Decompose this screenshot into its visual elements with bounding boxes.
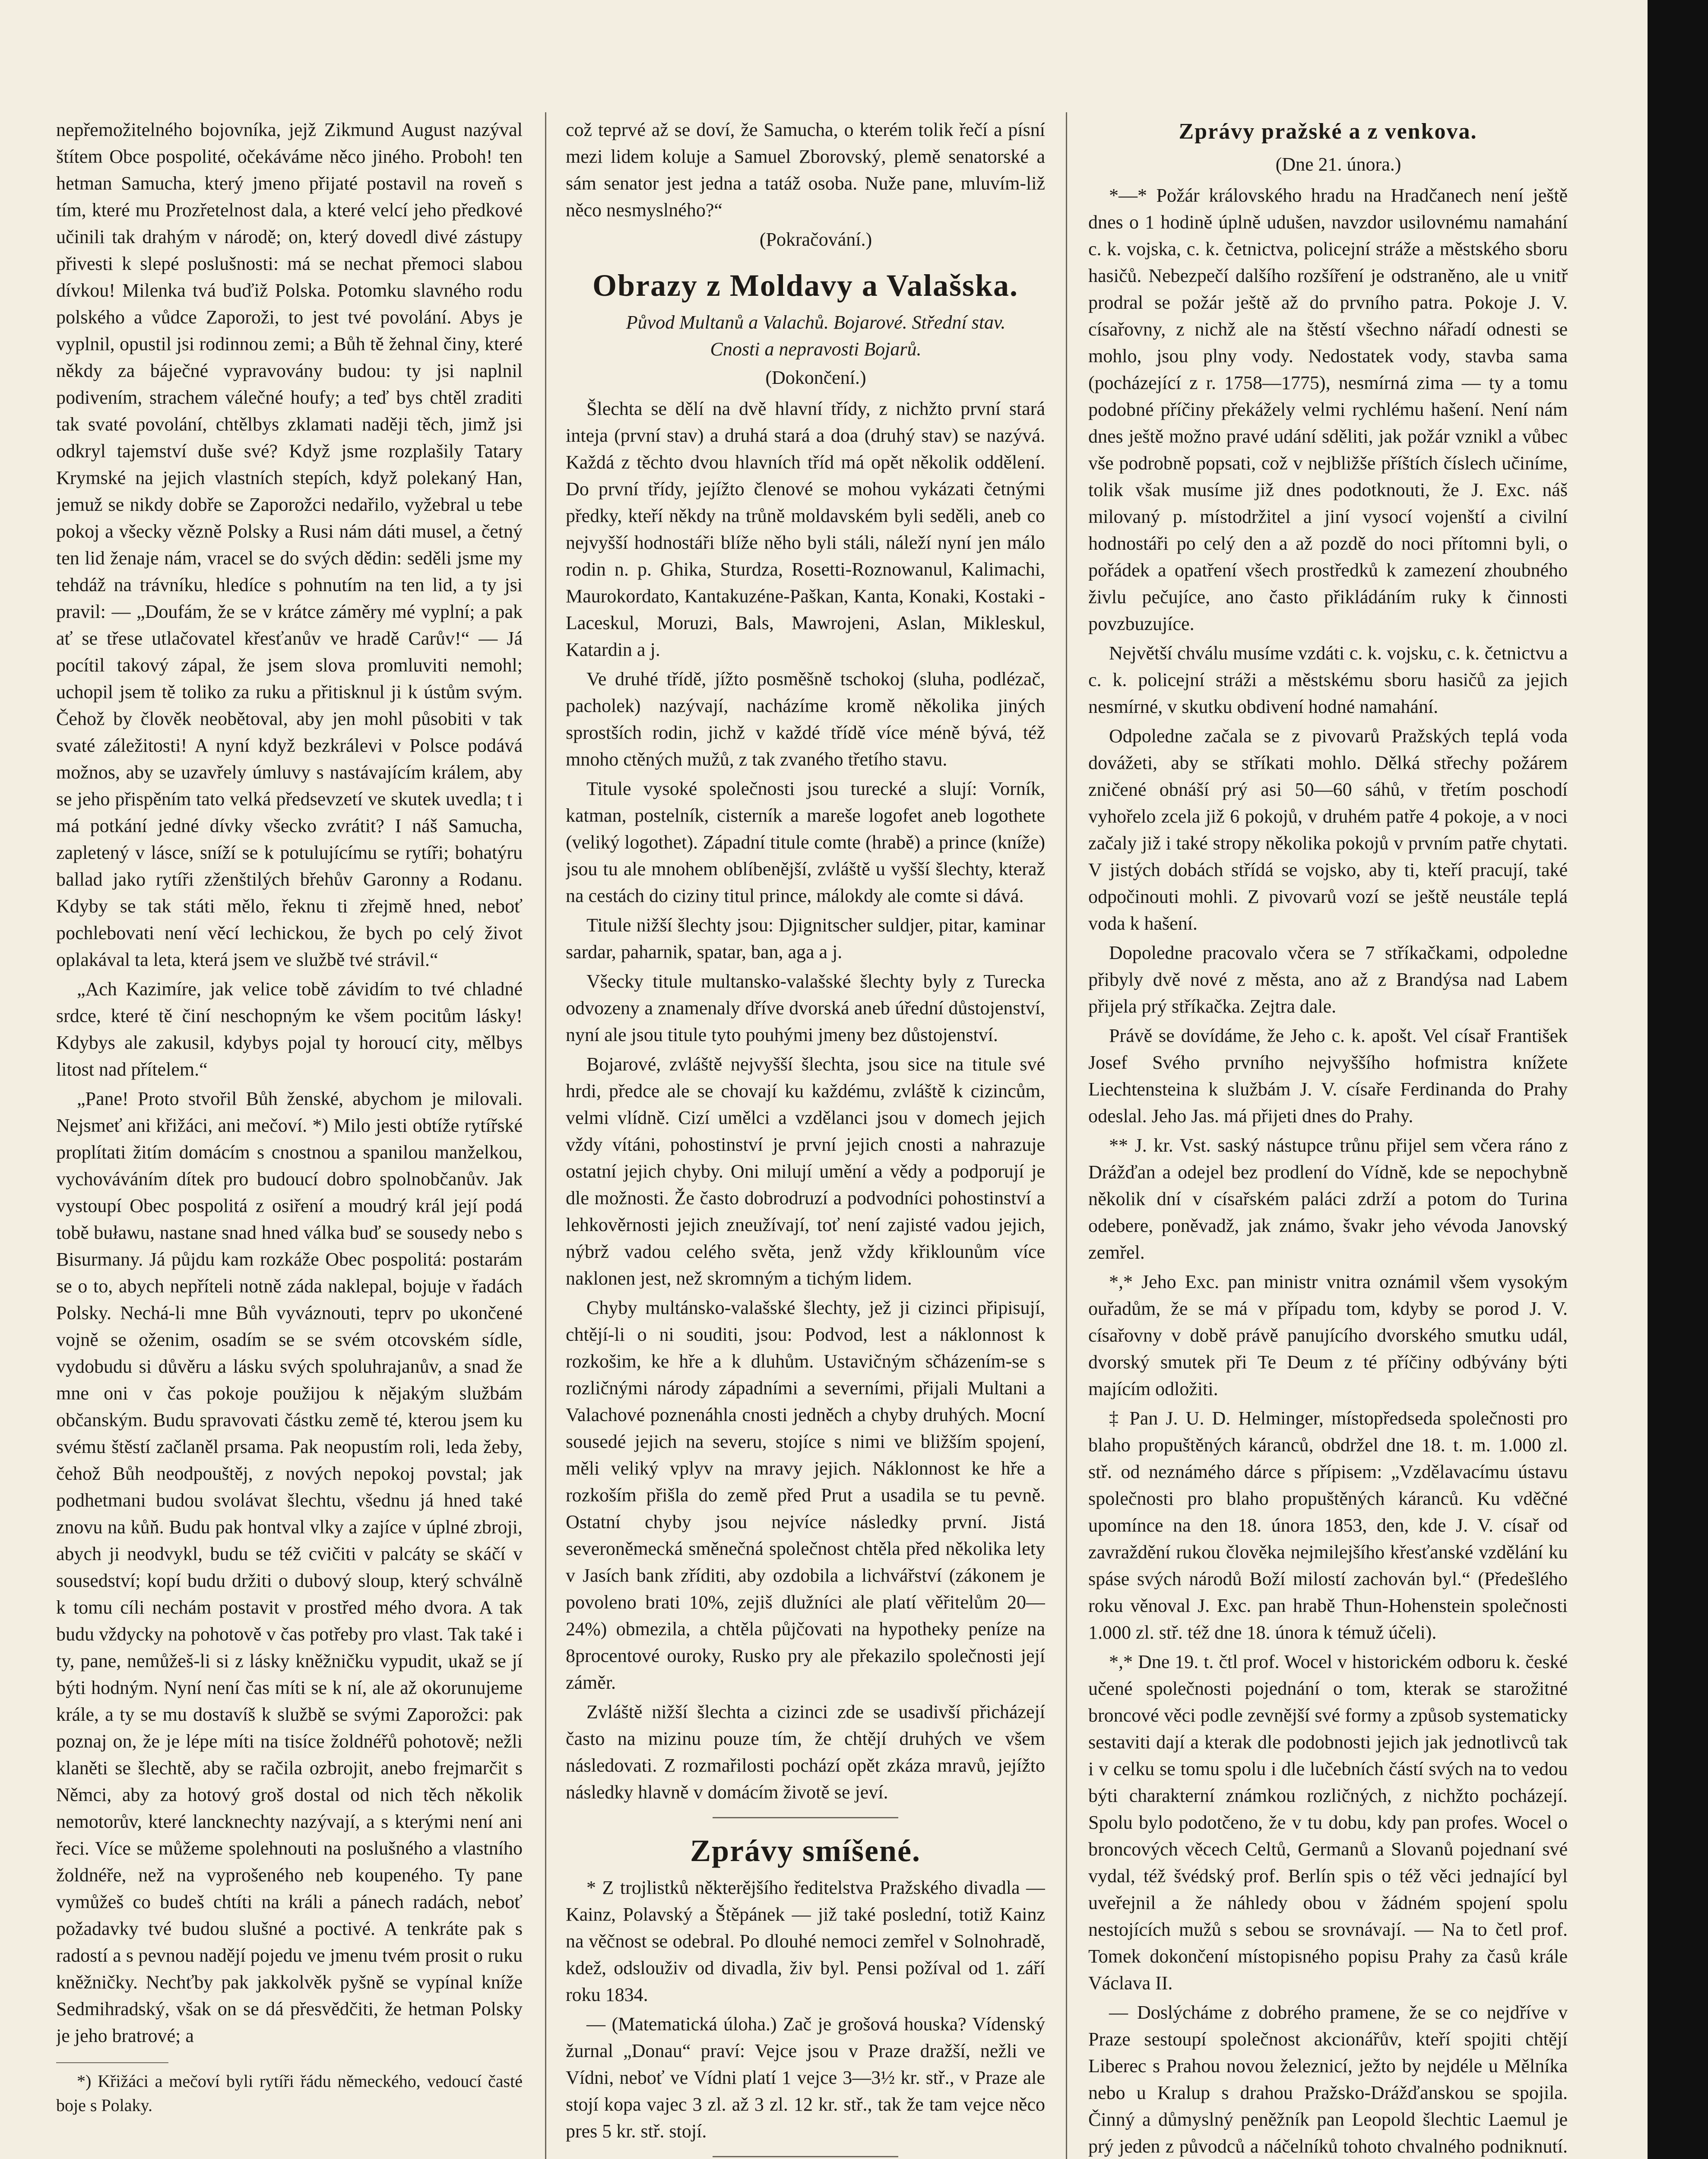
column-rule bbox=[1066, 112, 1067, 2159]
article-paragraph: nepřemožitelného bojovníka, jejž Zikmund August nazýval štítem Obce pospolité, očekáváme něco jiného. Proboh! ten hetman Samucha, který jmeno přijaté postavil na roveň s tím, které mu Prozřetelnost dala, a které velcí jeho předkové učinili tak drahým v národě; on, který dovedl divé zástupy přivesti k slepé poslušnosti: má se nechat přemoci slabou dívkou! Milenka tvá buďiž Polska. Potomku slavného rodu polského a vůdce Zaporoži, to jest tvé povolání. Abys je vyplnil, opustil jsi rodinnou zemi; a Bůh tě žehnal činy, které někdy za báječné vypravovány budou: ty jsi naplnil podivením, strachem válečné houfy; a teď bys chtěl zraditi tak svaté povolání, chtělbys zklamati naději těch, jimž jsi odkryl tajemství duše své? Když jsme rozplašily Tatary Krymské na jejich vlastních stepích, když polekaný Han, jemuž se nikdy dobře se Zaporožci nedařilo, vyžebral u tebe pokoj a všecky vězně Polsky a Rusi nám dáti musel, a četný ten lid ženaje nám, vracel se do svých dědin: seděli jsme my tehdáž na trávníku, hledíce s pohnutím na ten lid, a ty jsi pravil: — „Doufám, že se v krátce záměry mé vyplní; a pak ať se třese utlačovatel křesťanův ve hradě Carův!“ — Já pocítil takový zápal, že jsem slova promluviti nemohl; uchopil jsem tě toliko za ruku a přitisknul ji k ústům svým. Čehož by člověk neobětoval, aby jen mohl působiti v tak svaté záležitosti! A nyní když bezkrálevi v Polsce podává možnos, aby se uzavřely úmluvy s nastávajícím králem, aby se jeho přispěním tato velká předsevzetí ve skutek uvedla; t i má potkání jedné dívky všecko zvrátit? I náš Samucha, zapletený v lásce, sníží se k potulujícímu se rytíři; bohatýru ballad jako rytíři zženštilých břehův Garonny a Rodanu. Kdyby se tak státi mělo, řeknu ti zřejmě hned, neboť pochlebovati není věcí lechickou, že bych po celý život oplakával ta leta, která jsem ve službě tvé strávil.“ bbox=[56, 119, 523, 970]
article-paragraph: Bojarové, zvláště nejvyšší šlechta, jsou sice na titule své hrdi, předce ale se chovají ku každému, zvláště k cizincům, velmi vlídně. Cizí umělci a vzdělanci jsou v domech jejich vždy vítáni, pohostinství je první jejich cnosti a nahrazuje ostatní jejich chyby. Oni milují umění a vědy a podporují je dle možnosti. Že často dobrodruzí a podvodníci pohostinství a lehkověrnosti jejich zneužívají, toť není zajisté vadou jejich, nýbrž vadou celého světa, jenž vždy křiklounům více naklonen jest, než skromným a tichým lidem. bbox=[566, 1054, 1045, 1289]
continuation-note: (Pokračování.) bbox=[759, 229, 872, 250]
article-paragraph: Titule vysoké společnosti jsou turecké a slují: Vorník, katman, postelník, cisterník a mareše logofet aneb logothete (veliký logothet). Západní titule comte (hrabě) a prince (kníže) jsou tu ale mnohem oblíbenější, zvláště u vyšší šlechty, kteraž na cestách do ciziny titul prince, málokdy ale comte si dává. bbox=[566, 778, 1045, 906]
section-divider bbox=[713, 1817, 898, 1818]
article-paragraph: Zvláště nižší šlechta a cizinci zde se usadivší přicházejí často na mizinu pouze tím, že chtějí druhých ve všem následovati. Z rozmařilosti pochází opět zkáza mravů, jejížto následky hlavně v domácím životě se jeví. bbox=[566, 1701, 1045, 1803]
section-heading: Zprávy pražské a z venkova. bbox=[1179, 119, 1477, 144]
article-paragraph: Všecky titule multansko-valašské šlechty byly z Turecka odvozeny a znamenaly dříve dvorská aneb úřední důstojenství, nyní ale jsou titule tyto pouhými jmeny bez důstojenství. bbox=[566, 971, 1045, 1045]
article-paragraph: Titule nižší šlechty jsou: Djignitscher suldjer, pitar, kaminar sardar, paharnik, spatar, ban, aga a j. bbox=[566, 915, 1045, 962]
column-right bbox=[1088, 117, 1568, 2159]
article-paragraph: Ve druhé třídě, jížto posměšně tschokoj (sluha, podlézač, pacholek) nazývají, nacházíme kromě několika jiných sprostších rodin, jichž v každé třídě více méně bývá, též mnoho ctěných mužů, z tak zvaného třetího stavu. bbox=[566, 668, 1045, 770]
article-subtitle: Cnosti a nepravosti Bojarů. bbox=[710, 339, 922, 360]
article-paragraph: — (Matematická úloha.) Zač je grošová houska? Vídenský žurnal „Donau“ praví: Vejce jsou v Praze dražší, nežli ve Vídni, neboť ve Vídni platí 1 vejce 3—3½ kr. stř., v Praze ale stojí kopa vajec 3 zl. až 3 zl. 12 kr. stř., tak že tam vejce něco pres 5 kr. stř. stojí. bbox=[566, 2013, 1045, 2142]
section-heading: Obrazy z Moldavy a Valašska. bbox=[592, 268, 1019, 303]
article-paragraph: Chyby multánsko-valašské šlechty, jež ji cizinci připisují, chtějí-li o ni souditi, jsou: Podvod, lest a náklonnost k rozkošim, ke hře a k dluhům. Ustavičným sčházením-se s rozličnými národy západními a severními, přijali Multani a Valachové poznenáhla cnosti jedněch a chyby druhých. Mocní sousedé jejich na severu, stojíce s nimi ve bližším spojení, měli veliký vplyv na mravy jejich. Náklonnost ke hře a rozkoším přišla do země před Prut a usadila se tu pevně. Ostatní chyby jsou nejvíce následky první. Jistá severoněmecká směnečná společnost chtěla před několika lety v Jasích bank zříditi, aby ozdobila a lichvářství (zákonem je povoleno brati 10%, zejiš dlužníci ale platí věřitelům 20—24%) obmezila, a chtěla půjčovati na hypotheky peníze na 8procentové ouroky, Rusko pry ale překazilo společnosti její záměr. bbox=[566, 1297, 1045, 1693]
section-divider bbox=[713, 2156, 898, 2157]
article-paragraph: * Z trojlistků některějšího ředitelstva Pražského divadla — Kainz, Polavský a Štěpánek — již také poslední, totiž Kainz na věčnost se odebral. Po dlouhé nemoci zemřel v Solnohradě, kdež, odslouživ od divadla, živ byl. Pensi požíval od 1. září roku 1834. bbox=[566, 1877, 1045, 2005]
news-item: *—* Požár královského hradu na Hradčanech není ještě dnes o 1 hodině úplně udušen, navzdor usilovnému namahání c. k. vojska, c. k. četnictva, policejní stráže a městského sboru hasičů. Nebezpečí dalšího rozšíření je odstraněno, ale u vnitř prodral se požár ještě až do prvního patra. Pokoje J. V. císařovny, z nichž ale na štěstí všechno nářadí odnesti se mohlo, jsou plny vody. Nedostatek vody, stavba sama (pocházející z r. 1758—1775), nesmírná zima — ty a tomu podobné příčiny překážely velmi rychlému hašení. Není nám dnes ještě možno pravé udání sděliti, jak požár vznikl a vůbec vše podrobně popsati, což v nejbližše příštích číslech učiníme, tolik však musíme již dnes podotknouti, že J. Exc. náš milovaný p. místodržitel a jiní vysocí vojenští a civilní hodnostáři po celý den a až pozdě do noci přítomni byli, o pořádek a opatření všech prostředků k zamezení zhoubného živlu pečujíce, ano často přikládáním ruky k činnosti povzbuzujíce. bbox=[1088, 185, 1568, 634]
column-middle bbox=[566, 117, 1045, 2159]
news-item: ** J. kr. Vst. saský nástupce trůnu přijel sem včera ráno z Drážďan a odejel bez prodlení do Vídně, kde se nepochybně několik dní v císařském paláci zdrží a potom do Turina odebere, poněvadž, jak známo, švakr jeho vévoda Janovský zemřel. bbox=[1088, 1135, 1568, 1263]
news-item: *,* Jeho Exc. pan ministr vnitra oznámil všem vysokým ouřadům, že se má v případu tom, kdyby se porod J. V. císařovny v době právě panujícího dvorského smutku udál, dvorský smutek při Te Deum z té příčiny odbývány býti majícím odložiti. bbox=[1088, 1271, 1568, 1399]
news-item: Dopoledne pracovalo včera se 7 stříkačkami, odpoledne přibyly dvě nové z města, ano až z Brandýsa nad Labem přijela prý stříkačka. Zejtra dale. bbox=[1088, 942, 1568, 1017]
news-item: Právě se dovídáme, že Jeho c. k. apošt. Vel císař František Josef Svého prvního nejvyššího hofmistra knížete Liechtensteina k službám J. V. císaře Ferdinanda do Prahy odeslal. Jeho Jas. má přijeti dnes do Prahy. bbox=[1088, 1025, 1568, 1127]
news-item: *,* Dne 19. t. čtl prof. Wocel v historickém odboru k. české učené společnosti pojednání o tom, kterak se starožitné broncové věci podle zevnější své formy a způsob systematicky sestaviti dají a kterak dle podobnosti jejich jak jednotlivců tak i v celku se tomu spolu i dle lučebních částí svých na to vedou býti charakterní známkou rozličných, z nichžto pocházejí. Spolu bylo podotčeno, že v tu dobu, kdy pan profes. Wocel o broncových věcech Celtů, Germanů a Slovanů pojednaní své vydal, též švédský prof. Berlín spis o též věci jednající byl uveřejnil a že náhledy obou v žádném spojení spolu nestojících mužů s sebou se srovnávají. — Na to četl prof. Tomek dokončení místopisného popisu Prahy za časů krále Václava II. bbox=[1088, 1651, 1568, 1994]
column-left bbox=[56, 117, 523, 2159]
dateline: (Dne 21. února.) bbox=[1275, 154, 1401, 175]
footnote-divider bbox=[56, 2062, 168, 2063]
column-rule bbox=[545, 112, 546, 2159]
news-item: ‡ Pan J. U. D. Helminger, místopředseda společnosti pro blaho propuštěných káranců, obdržel dne 18. t. m. 1.000 zl. stř. od neznámého dárce s přípisem: „Vzdělavacímu ústavu společnosti pro blaho propuštěných káranců. Ku vděčné upomínce na den 18. února 1853, den, kde J. V. císař od zavraždění rukou člověka nejmilejšího křesťanské vzdělání ku spáse svých národů Boží milostí zachován byl.“ (Předešlého roku věnoval J. Exc. pan hrabě Thun-Hohenstein společnosti 1.000 zl. stř. též dne 18. února k témuž účeli). bbox=[1088, 1408, 1568, 1643]
article-paragraph: Šlechta se dělí na dvě hlavní třídy, z nichžto první stará inteja (první stav) a druhá stará a doa (druhý stav) se nazývá. Každá z těchto dvou hlavních tříd má opět několik oddělení. Do první třídy, jejížto členové se mohou vykázati četnými předky, kteří někdy na trůně moldavském byli seděli, aneb co nejvyšší hodnostáři blíže něho byli stáli, náleží nyní jen málo rodin n. p. Ghika, Sturdza, Rosetti-Roznowanul, Kalimachi, Maurokordato, Kantakuzéne-Paškan, Kanta, Konaki, Kostaki - Laceskul, Moruzi, Bals, Mawrojeni, Aslan, Mikleskul, Katardin a j. bbox=[566, 398, 1045, 660]
news-item: Odpoledne začala se z pivovarů Pražských teplá voda dovážeti, aby se stříkati mohlo. Dělká střechy požárem zničené obnáší prý asi 50—60 sáhů, v třetím poschodí vyhořelo zcela již 6 pokojů, v druhém patře 4 pokoje, a v noci začaly již i také stropy několika pokojů v prvním patře chytati. V jistých dobách střídá se vojsko, aby ti, kteří pracují, také odpočinouti mohli. Z pivovarů vozí se ještě neustále teplá voda k hašení. bbox=[1088, 725, 1568, 934]
section-heading: Zprávy smíšené. bbox=[690, 1833, 921, 1868]
continuation-note: (Dokončení.) bbox=[765, 367, 866, 388]
footnote: *) Křižáci a mečoví byli rytíři řádu německého, vedoucí časté boje s Polaky. bbox=[56, 2071, 523, 2115]
news-item: Největší chválu musíme vzdáti c. k. vojsku, c. k. četnictvu a c. k. policejní stráži a městskému sboru hasičů za jejich nesmírné, v skutku obdivení hodné namahání. bbox=[1088, 643, 1568, 717]
article-paragraph: což teprvé až se doví, že Samucha, o kterém tolik řečí a písní mezi lidem koluje a Samuel Zborovský, plemě senatorské a sám senator jest jedna a tatáž osoba. Nuže pane, mluvím-liž něco nesmyslného?“ bbox=[566, 119, 1045, 221]
news-item: — Doslýcháme z dobrého pramene, že se co nejdříve v Praze sestoupí společnost akcionářův, kteří spojiti chtějí Liberec s Prahou novou železnicí, ježto by nejdéle u Mělníka nebo u Kralup s drahou Pražsko-Drážďanskou se spojila. Činný a důmyslný peněžník pan Leopold šlechtic Laemul je prý jeden z původců a náčelníků tohoto chvalného podniknutí. bbox=[1088, 2002, 1568, 2157]
article-paragraph: „Ach Kazimíre, jak velice tobě závidím to tvé chladné srdce, které tě činí neschopným ke všem pocitům lásky! Kdybys ale zakusil, kdybys pojal ty horoucí city, mělbys litost nad přítelem.“ bbox=[56, 978, 523, 1080]
article-paragraph: „Pane! Proto stvořil Bůh ženské, abychom je milovali. Nejsmeť ani křižáci, ani mečoví. *) Milo jesti obtíže rytířské proplítati žitím domácím s cnostnou a spanilou manželkou, vychováváním dítek pro budoucí dobro spolnobčanův. Jak vystoupí Obec pospolitá z osiření a moudrý král její podá tobě buławu, nastane snad hned válka buď se sousedy nebo s Bisurmany. Já půjdu kam rozkáže Obec pospolitá: postarám se o to, abych nepříteli notně záda naklepal, bojuje v řadách Polsky. Nechá-li mne Bůh vyváznouti, teprv po ukončené vojně se oženim, osadím se se svém otcovském sídle, vydobudu si důvěru a lásku svých spoluhrajanův, a snad že mne oni v čas pokoje použijou k nějakým službám občanským. Budu spravovati částku země té, kterou jsem ku svému štěstí začlaněl prsama. Pak neopustím roli, leda žeby, čehož Bůh neodpouštěj, z nových nepokoj povstal; jak podhetmani budou svolávat šlechtu, všednu já hned také znovu na kůň. Budu pak hontval vlky a zajíce v úplné zbroji, abych ji neodvykl, budu se též cvičiti v palcáty se skáčí v sousedství; kopí budu držiti o dubový sloup, který schválně k tomu cíli nechám postavit v prostřed mého dvora. A tak budu vždycky na pohotově v čas potřeby pro vlast. Tak také i ty, pane, nemůžeš-li si z lásky kněžničku vypudit, ukaž se jí býti hodným. Nyní není čas míti se k ní, ale až okorunujeme krále, a ty se mu dostavíš k službě se svými Zaporožci: pak poznaj on, že je lépe míti na tisíce žoldnéřů pohotově; nežli klaněti se šlechtě, aby se račila ozbrojit, anebo frejmarčit s Němci, aby za hotový groš dostal od nich těch několik nemotorův, které lancknechty nazývají, a s kterými není ani řeci. Více se můžeme spolehnouti na poslušného a vlastního žoldnéře, než na vyprošeného neb koupeného. Ty pane vymůžeš co budeš chtíti na králi a pánech radách, neboť požadavky tvé budou slušné a poctivé. A tenkráte pak s radostí a s pevnou nadějí pojedu ve jmenu tvém prosit o ruku kněžničky. Nechťby pak jakkolvěk pyšně se vypínal kníže Sedmihradský, však on se dá přesvědčiti, že hetman Polsky je jeho bratrové; a bbox=[56, 1088, 523, 2046]
article-subtitle: Původ Multanů a Valachů. Bojarové. Střední stav. bbox=[626, 312, 1006, 333]
